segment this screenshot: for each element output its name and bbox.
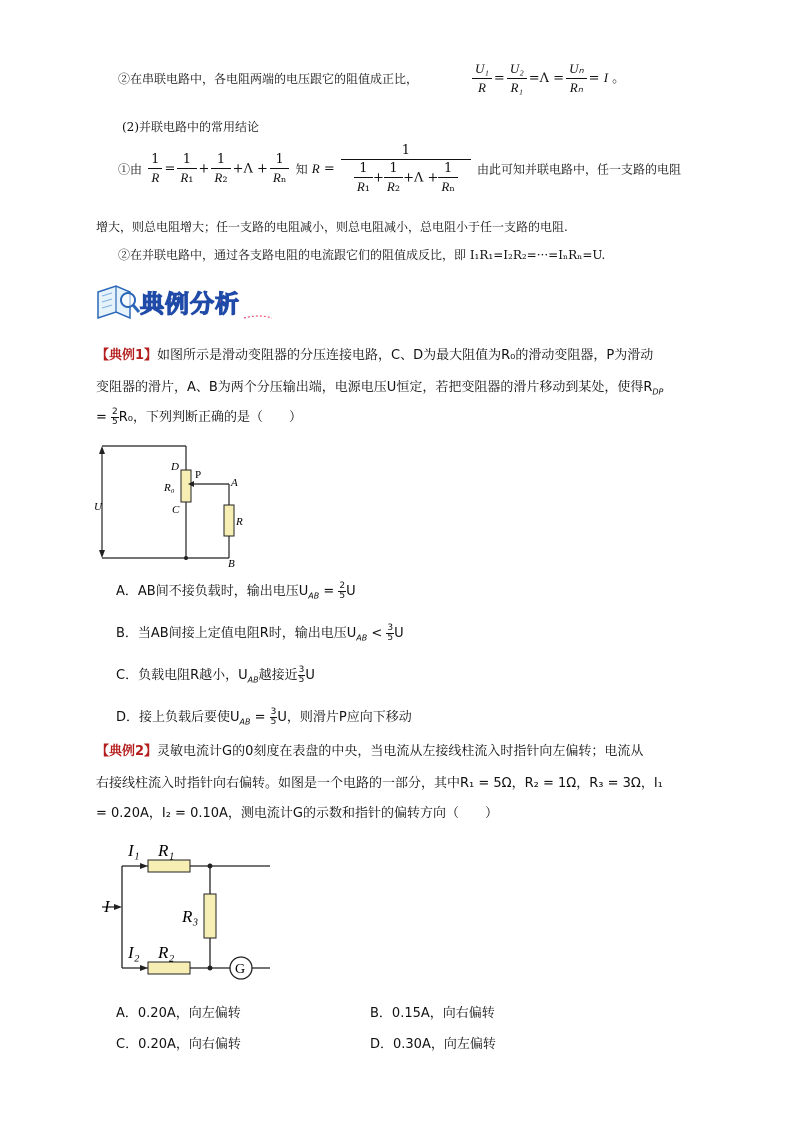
example1-line3: = $\frac{2}{5}$ R₀，下列判断正确的是（ ） [96, 407, 303, 427]
example2-line1: 【典例2】灵敏电流计G的0刻度在表盘的中央，当电流从左接线柱流入时指针向左偏转；电流从 [96, 744, 644, 759]
parallel-item1-continuation: 增大，则总电阻增大；任一支路的电阻减小，则总电阻减小，总电阻小于任一支路的电阻. [96, 220, 568, 234]
example2-line3: = 0.20A，I₂ = 0.10A，测电流计G的示数和指针的偏转方向（ ） [96, 806, 498, 821]
series-voltage-rule [118, 70, 418, 87]
load-resistor-r [224, 505, 234, 536]
label-b: B [228, 558, 235, 570]
series-equation: $\frac{\text{U₁}}{R}$ = $\frac{\text{U₂}}{\text{R₁}}$ =Λ = $\frac{\text{Uₙ}}{\text{Rₙ}}$ = I 。 [470, 60, 625, 97]
label-d: D [171, 461, 179, 473]
label-r3: R₃ [182, 907, 199, 926]
example2-option-c[interactable]: C．0.20A，向右偏转 [116, 1037, 241, 1052]
label-p: P [195, 469, 202, 481]
label-u: U [94, 501, 102, 513]
example-analysis-banner [94, 278, 284, 324]
parallel-item2: ②在并联电路中，通过各支路电阻的电流跟它们的阻值成反比，即 I₁R₁=I₂R₂=···=IₙRₙ=U. [118, 248, 606, 262]
parallel-heading: (2)并联电路中的常用结论 [122, 120, 259, 134]
label-i2: I₂ [128, 943, 140, 962]
rheostat-r0 [181, 470, 191, 502]
example1-label: 【典例1】 [96, 348, 158, 363]
example1-circuit-diagram [94, 440, 254, 570]
example1-option-c[interactable]: C．负载电阻R越小，$U_{AB}$越接近 $\frac{3}{5}$ U [116, 665, 315, 685]
banner-title: 典例分析 [140, 290, 240, 318]
example1-line2: 变阻器的滑片，A、B为两个分压输出端，电源电压U恒定，若把变阻器的滑片移动到某处，使得$R_{DP}$ [96, 380, 664, 397]
parallel-equation-row: ①由 $\frac{1}{R}$ = $\frac{1}{\text{R₁}}$ + $\frac{1}{\text{R₂}}$ +Λ + $\frac{1}{\text{Rₙ}}$ 知 R = 1 $\frac{1}{\text{R₁}}$ + $\frac{1}{\text{R₂}}$ +Λ + $\frac{1}{\text{Rₙ}}$ 由此可知并联电路中，任一支路的电阻 [118, 143, 682, 195]
resistor-r2 [148, 962, 190, 974]
label-g: G [235, 962, 246, 977]
resistor-r1 [148, 860, 190, 872]
label-a: A [231, 477, 238, 489]
label-r2: R₂ [158, 943, 175, 962]
label-r0: R₀ [164, 482, 175, 494]
example2-line2: 右接线柱流入时指针向右偏转。如图是一个电路的一部分，其中R₁ = 5Ω，R₂ = 1Ω，R₃ = 3Ω，I₁ [96, 776, 663, 791]
example1-line1: 【典例1】如图所示是滑动变阻器的分压连接电路，C、D为最大阻值为R₀的滑动变阻器，P为滑动 [96, 348, 654, 363]
example1-option-d[interactable]: D．接上负载后要使$U_{AB}$ = $\frac{3}{5}$ U，则滑片P应向下移动 [116, 707, 412, 727]
series-rule-text: ②在串联电路中，各电阻两端的电压跟它的阻值成正比， [118, 72, 419, 86]
example2-option-a[interactable]: A．0.20A，向左偏转 [116, 1006, 241, 1021]
label-c: C [172, 504, 180, 516]
label-i: I [104, 897, 110, 916]
label-i1: I₁ [128, 841, 140, 860]
example2-option-d[interactable]: D．0.30A，向左偏转 [370, 1037, 496, 1052]
example1-option-b[interactable]: B．当AB间接上定值电阻R时，输出电压$U_{AB}$ < $\frac{3}{5}$ U [116, 623, 404, 643]
example2-label: 【典例2】 [96, 744, 158, 759]
example2-circuit-diagram [100, 834, 280, 984]
label-r: R [236, 516, 243, 528]
resistor-r3 [204, 894, 216, 938]
example1-option-a[interactable]: A．AB间不接负载时，输出电压$U_{AB}$ = $\frac{2}{5}$ U [116, 581, 356, 601]
example2-option-b[interactable]: B．0.15A，向右偏转 [370, 1006, 495, 1021]
label-r1: R₁ [158, 841, 175, 860]
